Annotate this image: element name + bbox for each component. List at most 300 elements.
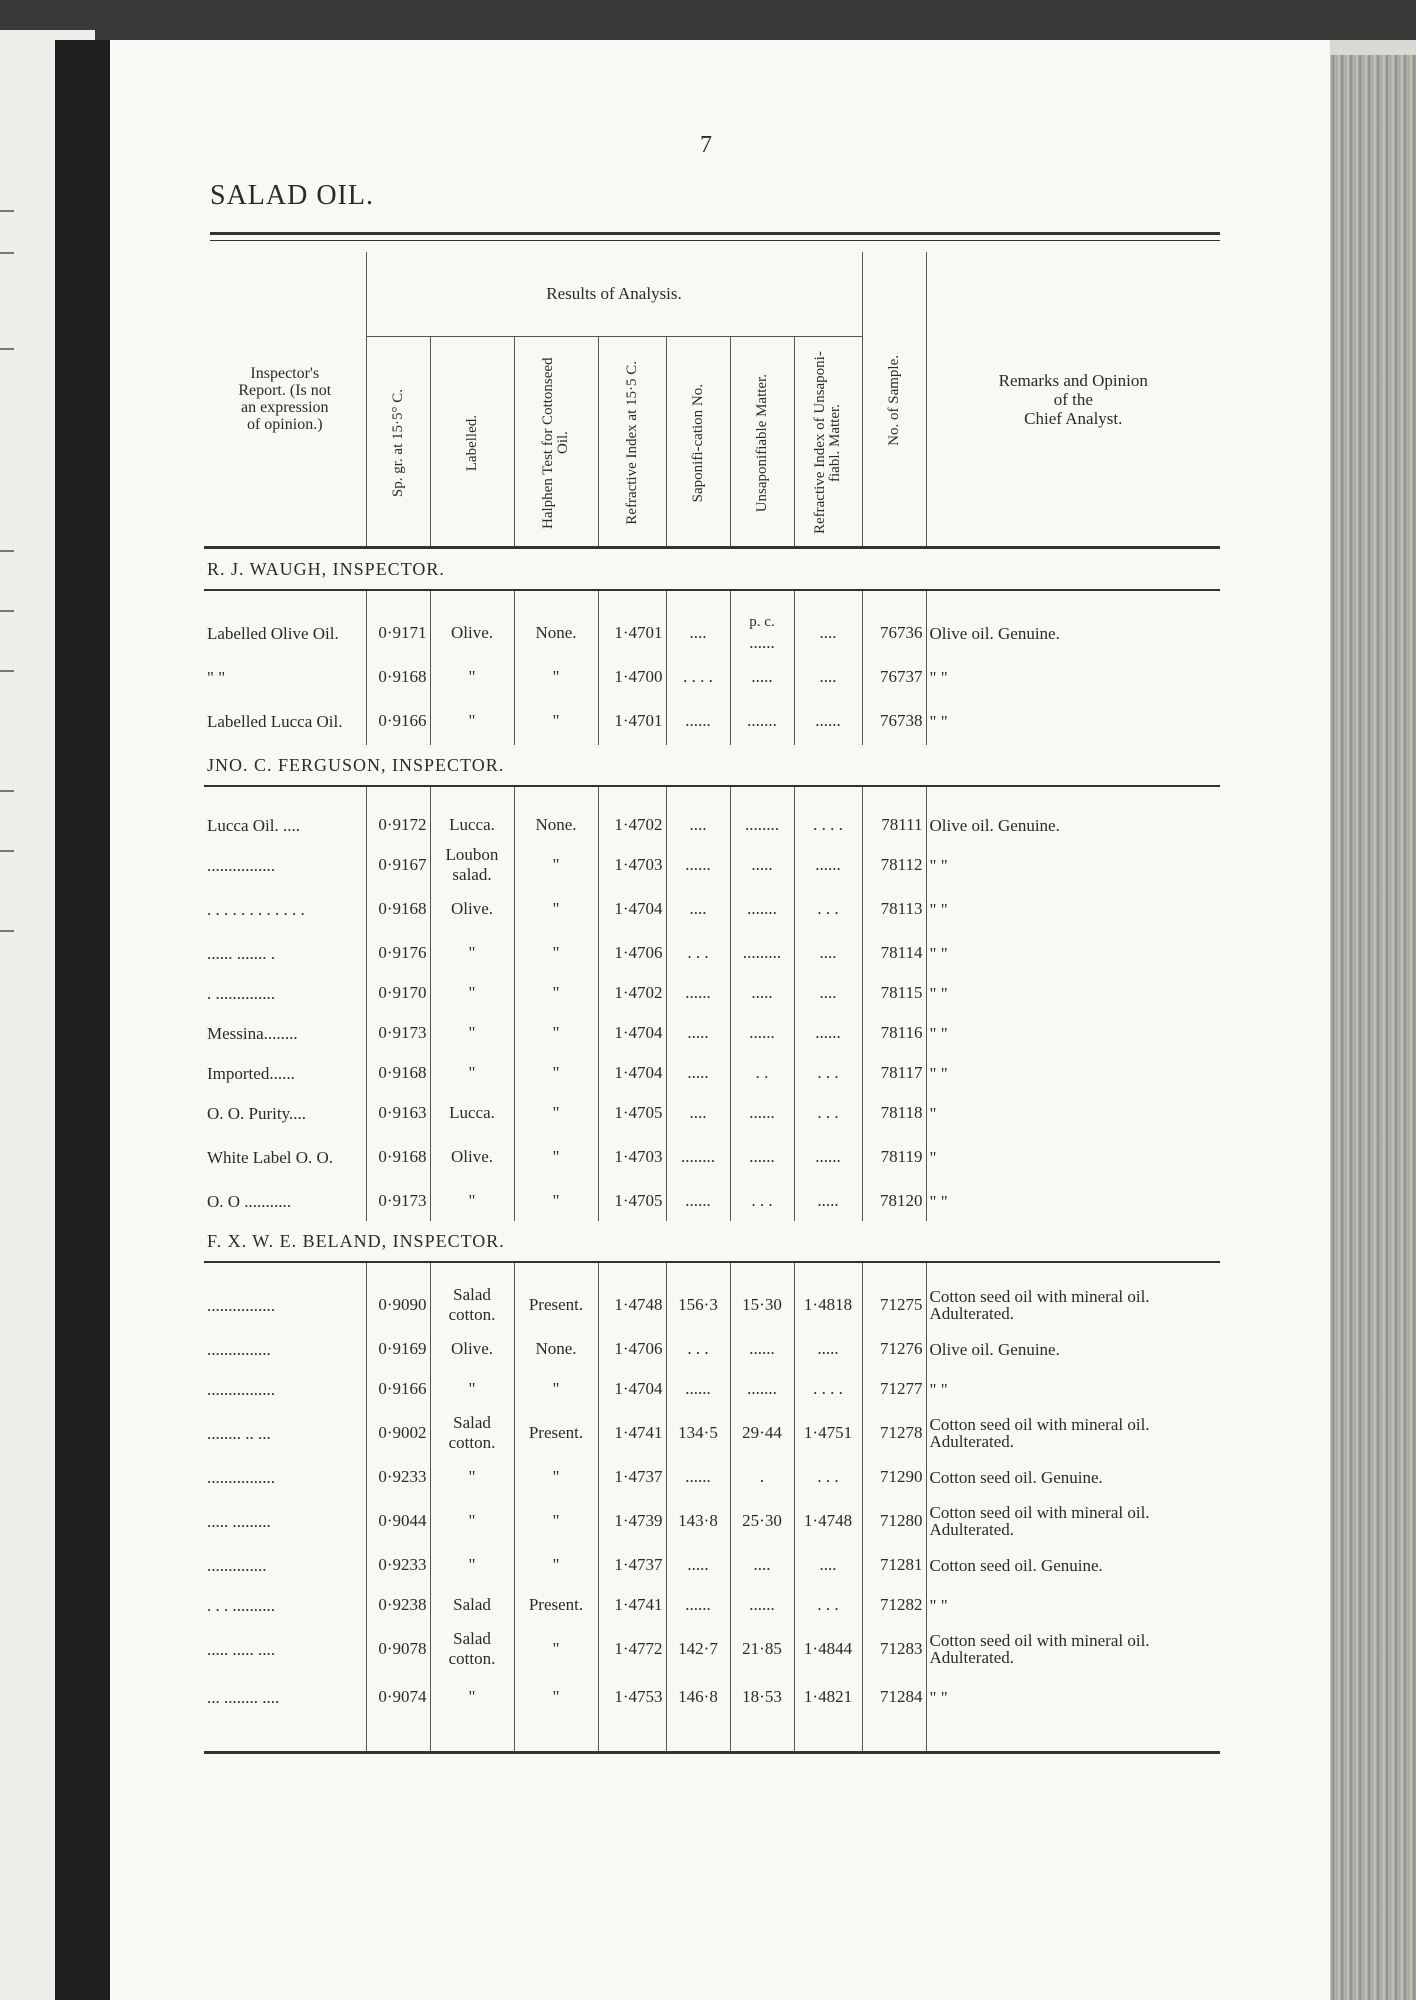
inspector-report-cell: Lucca Oil. .... bbox=[207, 815, 300, 835]
table-row bbox=[204, 845, 1220, 885]
column-header: No. of Sample. bbox=[862, 252, 926, 548]
inspector-report-cell: Labelled Olive Oil. bbox=[207, 623, 339, 643]
ri-cell: 1·4700 bbox=[598, 657, 666, 697]
sg-cell: 0·9166 bbox=[366, 697, 430, 745]
no-cell: 71275 bbox=[862, 1281, 926, 1329]
halphen-cell: " bbox=[514, 1625, 598, 1673]
sg-cell: 0·9233 bbox=[366, 1545, 430, 1585]
end-cell bbox=[926, 1721, 1220, 1753]
sap-cell: .... bbox=[666, 609, 730, 657]
halphen-cell: " bbox=[514, 1053, 598, 1093]
column-header: Saponifi-cation No. bbox=[666, 337, 730, 548]
no-cell: 78119 bbox=[862, 1133, 926, 1181]
sap-cell: ...... bbox=[666, 1181, 730, 1221]
inspector-report-cell: ................ bbox=[207, 1295, 275, 1315]
remarks-header-line: of the bbox=[1053, 389, 1093, 409]
inspector-report-cell: ..... ..... .... bbox=[207, 1639, 275, 1659]
gap-cell bbox=[598, 786, 666, 805]
unsap-cell: . bbox=[730, 1457, 794, 1497]
riu-cell: .... bbox=[794, 657, 862, 697]
unsap-cell: ...... bbox=[730, 1013, 794, 1053]
halphen-cell: " bbox=[514, 845, 598, 885]
page-title: SALAD OIL. bbox=[210, 180, 374, 211]
no-cell: 71281 bbox=[862, 1545, 926, 1585]
ri-cell: 1·4706 bbox=[598, 933, 666, 973]
no-cell: 78116 bbox=[862, 1013, 926, 1053]
remarks-header-line: Remarks and Opinion bbox=[998, 370, 1148, 390]
unsap-cell: ....... bbox=[730, 1369, 794, 1409]
unsap-cell: .... bbox=[730, 1545, 794, 1585]
inspector-report-cell: ..... ......... bbox=[207, 1511, 271, 1531]
unsap-cell: 18·53 bbox=[730, 1673, 794, 1721]
table-row bbox=[204, 1053, 1220, 1093]
label-cell: Olive. bbox=[430, 885, 514, 933]
riu-cell: ..... bbox=[794, 1329, 862, 1369]
sg-cell: 0·9163 bbox=[366, 1093, 430, 1133]
table-row bbox=[204, 885, 1220, 933]
table-row bbox=[204, 1673, 1220, 1721]
sg-cell: 0·9168 bbox=[366, 1133, 430, 1181]
remarks-cell: Olive oil. Genuine. bbox=[926, 805, 1220, 845]
remarks-cell: Olive oil. Genuine. bbox=[926, 1329, 1220, 1369]
riu-cell: . . . bbox=[794, 1053, 862, 1093]
table-row bbox=[204, 657, 1220, 697]
gap-cell bbox=[598, 590, 666, 609]
table-row bbox=[204, 973, 1220, 1013]
label-cell: " bbox=[430, 697, 514, 745]
inspector-name: JNO. C. FERGUSON, INSPECTOR. bbox=[204, 745, 1220, 786]
no-cell: 76736 bbox=[862, 609, 926, 657]
halphen-cell: " bbox=[514, 697, 598, 745]
halphen-cell: " bbox=[514, 1545, 598, 1585]
table-row bbox=[204, 1457, 1220, 1497]
unsaponifiable-value: ...... bbox=[749, 632, 775, 652]
sap-cell: ...... bbox=[666, 1369, 730, 1409]
inspector-report-cell: ........ .. ... bbox=[207, 1423, 271, 1443]
inspector-report-cell: ................ bbox=[207, 855, 275, 875]
halphen-cell: Present. bbox=[514, 1281, 598, 1329]
gap-cell bbox=[514, 590, 598, 609]
remarks-cell: Cotton seed oil with mineral oil. Adulterated. bbox=[926, 1625, 1220, 1673]
halphen-cell: " bbox=[514, 1133, 598, 1181]
riu-cell: .... bbox=[794, 933, 862, 973]
gap-cell bbox=[926, 590, 1220, 609]
ri-cell: 1·4704 bbox=[598, 1053, 666, 1093]
riu-cell: .... bbox=[794, 1545, 862, 1585]
halphen-cell: " bbox=[514, 657, 598, 697]
remarks-cell: " " bbox=[926, 1013, 1220, 1053]
unsap-cell: 29·44 bbox=[730, 1409, 794, 1457]
halphen-cell: " bbox=[514, 1093, 598, 1133]
no-cell: 78113 bbox=[862, 885, 926, 933]
remarks-cell: Cotton seed oil. Genuine. bbox=[926, 1545, 1220, 1585]
end-cell bbox=[204, 1721, 366, 1753]
no-cell: 71290 bbox=[862, 1457, 926, 1497]
remarks-cell: " " bbox=[926, 1053, 1220, 1093]
unsap-cell: ..... bbox=[730, 845, 794, 885]
gap-cell bbox=[794, 590, 862, 609]
ri-cell: 1·4748 bbox=[598, 1281, 666, 1329]
gap-cell bbox=[430, 1262, 514, 1281]
gap-cell bbox=[204, 1262, 366, 1281]
unsap-cell: ...... bbox=[730, 1329, 794, 1369]
gap-cell bbox=[514, 786, 598, 805]
label-cell: Salad bbox=[430, 1585, 514, 1625]
gap-cell bbox=[730, 1262, 794, 1281]
halphen-cell: " bbox=[514, 933, 598, 973]
label-cell: " bbox=[430, 1181, 514, 1221]
sg-cell: 0·9078 bbox=[366, 1625, 430, 1673]
inspector-report-cell: . . . .......... bbox=[207, 1595, 275, 1615]
label-cell: Salad cotton. bbox=[430, 1281, 514, 1329]
no-cell: 71282 bbox=[862, 1585, 926, 1625]
end-cell bbox=[366, 1721, 430, 1753]
gap-cell bbox=[666, 786, 730, 805]
ri-cell: 1·4737 bbox=[598, 1545, 666, 1585]
label-cell: " bbox=[430, 1673, 514, 1721]
inspector-report-cell: O. O ........... bbox=[207, 1191, 292, 1211]
no-cell: 78118 bbox=[862, 1093, 926, 1133]
riu-cell: .... bbox=[794, 973, 862, 1013]
inspector-section-row bbox=[204, 1221, 1220, 1262]
no-cell: 71283 bbox=[862, 1625, 926, 1673]
remarks-cell: " " bbox=[926, 1673, 1220, 1721]
unsap-cell: . . bbox=[730, 1053, 794, 1093]
sap-cell: . . . . bbox=[666, 657, 730, 697]
sg-cell: 0·9168 bbox=[366, 1053, 430, 1093]
ri-cell: 1·4772 bbox=[598, 1625, 666, 1673]
riu-cell: 1·4844 bbox=[794, 1625, 862, 1673]
table-row bbox=[204, 609, 1220, 657]
label-cell: " bbox=[430, 1457, 514, 1497]
table-row bbox=[204, 1281, 1220, 1329]
no-cell: 78120 bbox=[862, 1181, 926, 1221]
table-row bbox=[204, 1093, 1220, 1133]
header-row-top bbox=[204, 252, 1220, 337]
unsap-cell: 15·30 bbox=[730, 1281, 794, 1329]
table-row bbox=[204, 1497, 1220, 1545]
no-cell: 78117 bbox=[862, 1053, 926, 1093]
no-cell: 78114 bbox=[862, 933, 926, 973]
top-rule bbox=[210, 232, 1220, 235]
sg-cell: 0·9166 bbox=[366, 1369, 430, 1409]
table-end bbox=[204, 1721, 1220, 1753]
sap-cell: ..... bbox=[666, 1013, 730, 1053]
remarks-cell: " " bbox=[926, 933, 1220, 973]
gap-cell bbox=[430, 786, 514, 805]
halphen-cell: " bbox=[514, 1673, 598, 1721]
sg-cell: 0·9168 bbox=[366, 657, 430, 697]
sap-cell: 146·8 bbox=[666, 1673, 730, 1721]
scan-top-border bbox=[0, 0, 1416, 40]
gap-cell bbox=[794, 1262, 862, 1281]
top-rule-thin bbox=[210, 240, 1220, 241]
end-cell bbox=[730, 1721, 794, 1753]
table-row bbox=[204, 1409, 1220, 1457]
ri-cell: 1·4704 bbox=[598, 1013, 666, 1053]
remarks-cell: " bbox=[926, 1133, 1220, 1181]
page-number: 7 bbox=[700, 132, 712, 158]
riu-cell: . . . bbox=[794, 885, 862, 933]
end-cell bbox=[430, 1721, 514, 1753]
label-cell: Salad cotton. bbox=[430, 1409, 514, 1457]
ri-cell: 1·4704 bbox=[598, 1369, 666, 1409]
halphen-cell: None. bbox=[514, 609, 598, 657]
sap-cell: ...... bbox=[666, 1585, 730, 1625]
no-cell: 71284 bbox=[862, 1673, 926, 1721]
riu-cell: ...... bbox=[794, 697, 862, 745]
sap-cell: ...... bbox=[666, 973, 730, 1013]
gap-cell bbox=[366, 1262, 430, 1281]
halphen-cell: " bbox=[514, 1013, 598, 1053]
remarks-cell: Cotton seed oil with mineral oil. Adulterated. bbox=[926, 1409, 1220, 1457]
gap-cell bbox=[204, 590, 366, 609]
sg-cell: 0·9173 bbox=[366, 1181, 430, 1221]
gap-cell bbox=[598, 1262, 666, 1281]
table-row bbox=[204, 1013, 1220, 1053]
label-cell: " bbox=[430, 973, 514, 1013]
ri-cell: 1·4701 bbox=[598, 697, 666, 745]
inspector-report-header bbox=[204, 252, 366, 548]
ri-cell: 1·4702 bbox=[598, 805, 666, 845]
unsap-cell: ...... bbox=[730, 1133, 794, 1181]
ri-cell: 1·4704 bbox=[598, 885, 666, 933]
riu-cell: . . . bbox=[794, 1585, 862, 1625]
unsap-cell: ......... bbox=[730, 933, 794, 973]
no-cell: 76738 bbox=[862, 697, 926, 745]
gap-cell bbox=[514, 1262, 598, 1281]
sg-cell: 0·9167 bbox=[366, 845, 430, 885]
riu-cell: . . . . bbox=[794, 1369, 862, 1409]
halphen-cell: " bbox=[514, 1369, 598, 1409]
halphen-cell: " bbox=[514, 885, 598, 933]
riu-cell: 1·4821 bbox=[794, 1673, 862, 1721]
label-cell: " bbox=[430, 1497, 514, 1545]
ri-cell: 1·4706 bbox=[598, 1329, 666, 1369]
inspector-report-cell: O. O. Purity.... bbox=[207, 1103, 307, 1123]
table-row bbox=[204, 1181, 1220, 1221]
sap-cell: .... bbox=[666, 885, 730, 933]
unsaponifiable-cell bbox=[730, 609, 794, 657]
sg-cell: 0·9171 bbox=[366, 609, 430, 657]
riu-cell: ...... bbox=[794, 1013, 862, 1053]
unsap-cell: ........ bbox=[730, 805, 794, 845]
sg-cell: 0·9169 bbox=[366, 1329, 430, 1369]
halphen-cell: " bbox=[514, 1457, 598, 1497]
label-cell: Lucca. bbox=[430, 1093, 514, 1133]
inspector-report-cell: ............... bbox=[207, 1339, 271, 1359]
ri-cell: 1·4705 bbox=[598, 1093, 666, 1133]
riu-cell: 1·4748 bbox=[794, 1497, 862, 1545]
label-cell: " bbox=[430, 657, 514, 697]
gap-cell bbox=[926, 1262, 1220, 1281]
sg-cell: 0·9002 bbox=[366, 1409, 430, 1457]
table-row bbox=[204, 697, 1220, 745]
remarks-header-line: Chief Analyst. bbox=[1024, 408, 1123, 428]
unsap-cell: 21·85 bbox=[730, 1625, 794, 1673]
halphen-cell: None. bbox=[514, 1329, 598, 1369]
gap-cell bbox=[666, 590, 730, 609]
remarks-cell: Cotton seed oil with mineral oil. Adulterated. bbox=[926, 1497, 1220, 1545]
riu-cell: ..... bbox=[794, 1181, 862, 1221]
inspector-report-cell: White Label O. O. bbox=[207, 1147, 334, 1167]
gap-cell bbox=[666, 1262, 730, 1281]
column-header: Labelled. bbox=[430, 337, 514, 548]
no-cell: 71278 bbox=[862, 1409, 926, 1457]
riu-cell: 1·4818 bbox=[794, 1281, 862, 1329]
riu-cell: ...... bbox=[794, 845, 862, 885]
inspector-report-line: of opinion.) bbox=[246, 416, 323, 433]
inspector-section-row bbox=[204, 745, 1220, 786]
sap-cell: ..... bbox=[666, 1545, 730, 1585]
unsap-cell: ...... bbox=[730, 1093, 794, 1133]
end-cell bbox=[862, 1721, 926, 1753]
remarks-cell: " " bbox=[926, 697, 1220, 745]
remarks-cell: Cotton seed oil with mineral oil. Adulterated. bbox=[926, 1281, 1220, 1329]
riu-cell: . . . bbox=[794, 1093, 862, 1133]
sg-cell: 0·9172 bbox=[366, 805, 430, 845]
remarks-header bbox=[926, 252, 1220, 548]
gap-cell bbox=[366, 590, 430, 609]
halphen-cell: " bbox=[514, 1497, 598, 1545]
sg-cell: 0·9168 bbox=[366, 885, 430, 933]
label-cell: Salad cotton. bbox=[430, 1625, 514, 1673]
page-stack-edge bbox=[1318, 55, 1416, 2000]
label-cell: " bbox=[430, 933, 514, 973]
label-cell: " bbox=[430, 1369, 514, 1409]
inspector-report-line: an expression bbox=[240, 399, 329, 416]
unsap-cell: ....... bbox=[730, 697, 794, 745]
sap-cell: 143·8 bbox=[666, 1497, 730, 1545]
inspector-report-cell: . .............. bbox=[207, 983, 275, 1003]
sap-cell: . . . bbox=[666, 933, 730, 973]
ri-cell: 1·4737 bbox=[598, 1457, 666, 1497]
label-cell: Lucca. bbox=[430, 805, 514, 845]
inspector-report-cell: . . . . . . . . . . . . bbox=[207, 899, 305, 919]
sg-cell: 0·9173 bbox=[366, 1013, 430, 1053]
sg-cell: 0·9090 bbox=[366, 1281, 430, 1329]
end-cell bbox=[514, 1721, 598, 1753]
unsap-cell: ..... bbox=[730, 657, 794, 697]
sg-cell: 0·9176 bbox=[366, 933, 430, 973]
ri-cell: 1·4741 bbox=[598, 1585, 666, 1625]
column-header: Refractive Index of Unsaponi-fiabl. Matter. bbox=[794, 337, 862, 548]
gap-cell bbox=[730, 786, 794, 805]
unsap-cell: . . . bbox=[730, 1181, 794, 1221]
label-cell: Loubon salad. bbox=[430, 845, 514, 885]
unsap-cell: ..... bbox=[730, 973, 794, 1013]
sg-cell: 0·9238 bbox=[366, 1585, 430, 1625]
gap-cell bbox=[862, 1262, 926, 1281]
sg-cell: 0·9233 bbox=[366, 1457, 430, 1497]
sg-cell: 0·9170 bbox=[366, 973, 430, 1013]
remarks-cell: " bbox=[926, 1093, 1220, 1133]
ri-cell: 1·4705 bbox=[598, 1181, 666, 1221]
table-row bbox=[204, 1329, 1220, 1369]
table-row bbox=[204, 933, 1220, 973]
end-cell bbox=[598, 1721, 666, 1753]
sg-cell: 0·9074 bbox=[366, 1673, 430, 1721]
label-cell: " bbox=[430, 1053, 514, 1093]
table-row bbox=[204, 1133, 1220, 1181]
section-gap bbox=[204, 590, 1220, 609]
halphen-cell: None. bbox=[514, 805, 598, 845]
column-header: Halphen Test for Cottonseed Oil. bbox=[514, 337, 598, 548]
inspector-report-cell: ...... ....... . bbox=[207, 943, 275, 963]
table-row bbox=[204, 1625, 1220, 1673]
inspector-report-line: Inspector's bbox=[250, 365, 320, 382]
inspector-report-cell: Imported...... bbox=[207, 1063, 295, 1083]
no-cell: 71276 bbox=[862, 1329, 926, 1369]
section-gap bbox=[204, 786, 1220, 805]
gap-cell bbox=[926, 786, 1220, 805]
table-row bbox=[204, 805, 1220, 845]
label-cell: Olive. bbox=[430, 609, 514, 657]
sap-cell: ..... bbox=[666, 1053, 730, 1093]
results-of-analysis-header: Results of Analysis. bbox=[366, 252, 862, 337]
inspector-report-line: Report. (Is not bbox=[238, 382, 332, 399]
gap-cell bbox=[730, 590, 794, 609]
sap-cell: ...... bbox=[666, 845, 730, 885]
sap-cell: .... bbox=[666, 805, 730, 845]
gap-cell bbox=[862, 590, 926, 609]
no-cell: 78115 bbox=[862, 973, 926, 1013]
sap-cell: 134·5 bbox=[666, 1409, 730, 1457]
label-cell: Olive. bbox=[430, 1329, 514, 1369]
sap-cell: .... bbox=[666, 1093, 730, 1133]
inspector-report-cell: ................ bbox=[207, 1379, 275, 1399]
halphen-cell: " bbox=[514, 973, 598, 1013]
halphen-cell: Present. bbox=[514, 1409, 598, 1457]
sap-cell: . . . bbox=[666, 1329, 730, 1369]
ri-cell: 1·4741 bbox=[598, 1409, 666, 1457]
table-row bbox=[204, 1545, 1220, 1585]
column-header: Unsaponifiable Matter. bbox=[730, 337, 794, 548]
no-cell: 76737 bbox=[862, 657, 926, 697]
percent-note: p. c. bbox=[749, 613, 775, 630]
section-gap bbox=[204, 1262, 1220, 1281]
inspector-report-cell: ... ........ .... bbox=[207, 1687, 280, 1707]
sap-cell: 142·7 bbox=[666, 1625, 730, 1673]
analysis-table bbox=[204, 252, 1220, 1754]
label-cell: " bbox=[430, 1545, 514, 1585]
remarks-cell: " " bbox=[926, 1181, 1220, 1221]
sap-cell: ...... bbox=[666, 697, 730, 745]
unsap-cell: ....... bbox=[730, 885, 794, 933]
remarks-cell: " " bbox=[926, 657, 1220, 697]
column-header: Sp. gr. at 15·5° C. bbox=[366, 337, 430, 548]
sap-cell: ........ bbox=[666, 1133, 730, 1181]
inspector-report-cell: Messina........ bbox=[207, 1023, 298, 1043]
gap-cell bbox=[366, 786, 430, 805]
inspector-report-cell: Labelled Lucca Oil. bbox=[207, 711, 343, 731]
sap-cell: 156·3 bbox=[666, 1281, 730, 1329]
gap-cell bbox=[204, 786, 366, 805]
inspector-section-row bbox=[204, 548, 1220, 591]
ri-cell: 1·4739 bbox=[598, 1497, 666, 1545]
halphen-cell: " bbox=[514, 1181, 598, 1221]
ri-cell: 1·4753 bbox=[598, 1673, 666, 1721]
unsap-cell: ...... bbox=[730, 1585, 794, 1625]
remarks-cell: " " bbox=[926, 973, 1220, 1013]
book-binding bbox=[55, 40, 113, 2000]
inspector-name: R. J. WAUGH, INSPECTOR. bbox=[204, 548, 1220, 591]
remarks-cell: " " bbox=[926, 1585, 1220, 1625]
remarks-cell: " " bbox=[926, 1369, 1220, 1409]
no-cell: 71277 bbox=[862, 1369, 926, 1409]
label-cell: " bbox=[430, 1013, 514, 1053]
riu-cell: . . . . bbox=[794, 805, 862, 845]
